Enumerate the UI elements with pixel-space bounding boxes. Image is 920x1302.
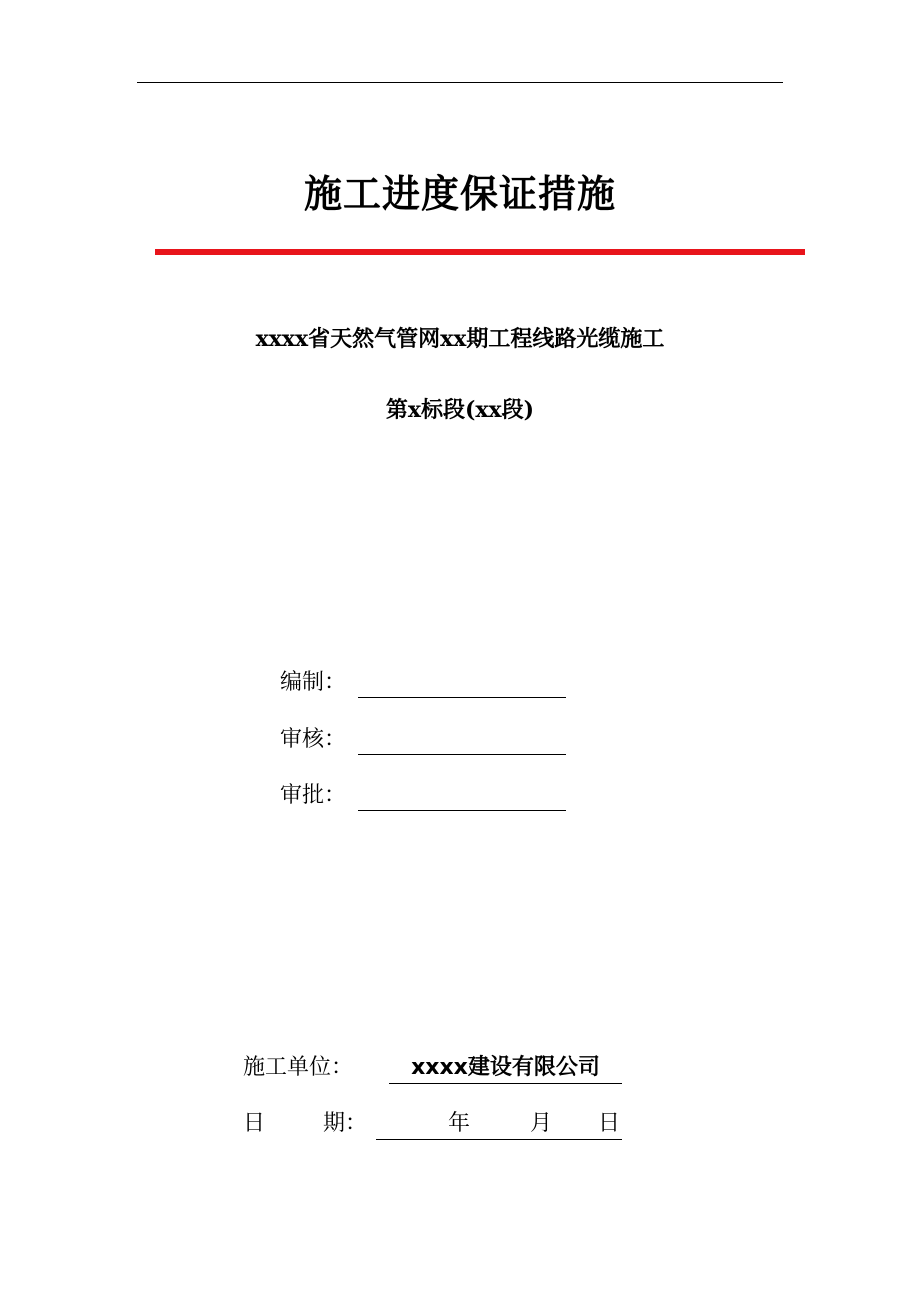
date-month-label: 月: [530, 1111, 553, 1136]
reviewed-by-blank: [358, 728, 566, 755]
compiled-by-label: 编制：: [280, 670, 347, 695]
construction-unit-row: [243, 1053, 643, 1087]
date-day-label: 日: [598, 1111, 621, 1136]
date-label-second: 期：: [323, 1111, 368, 1136]
header-rule: [137, 82, 783, 83]
reviewed-by-label: 审核：: [280, 727, 347, 752]
title-red-divider: [155, 249, 805, 255]
construction-unit-value: xxxx建设有限公司: [389, 1053, 622, 1084]
date-year-label: 年: [448, 1111, 471, 1136]
date-row: [243, 1109, 643, 1143]
signature-row-compiled: [280, 664, 566, 698]
document-title: 施工进度保证措施: [303, 172, 616, 216]
signature-row-reviewed: [280, 721, 566, 755]
section-name: 第x标段(xx段): [385, 397, 535, 423]
approved-by-label: 审批：: [280, 783, 347, 808]
construction-unit-label: 施工单位：: [243, 1055, 354, 1080]
approved-by-blank: [358, 784, 566, 811]
date-label-first: 日: [243, 1111, 266, 1136]
compiled-by-blank: [358, 671, 566, 698]
signature-row-approved: [280, 777, 566, 811]
project-name: xxxx省天然气管网xx期工程线路光缆施工: [255, 326, 665, 352]
date-underline: [376, 1109, 622, 1140]
